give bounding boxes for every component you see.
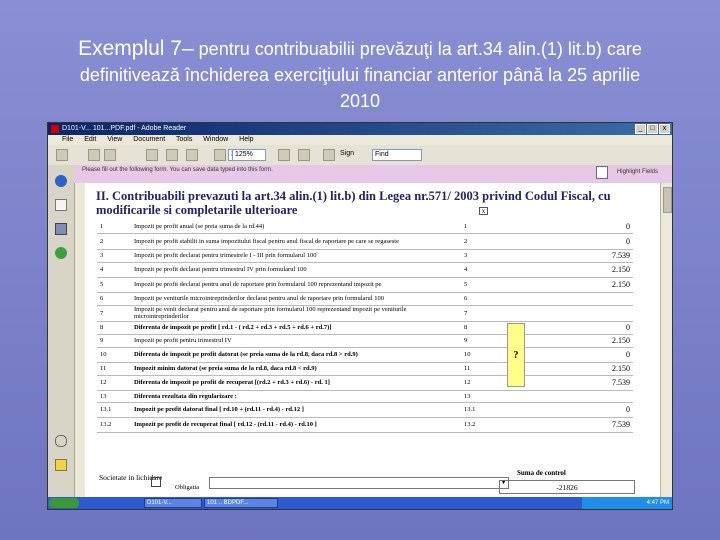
select-tool-icon[interactable] — [166, 149, 178, 161]
row-description: Diferenta de impozit pe profit de recuperat [(rd.2 + rd.3 + rd.6) - rd. 1] — [131, 375, 461, 390]
row-description: Impozit pe profit stabilit in suma impozitului fiscal pentru anul fiscal de raportare pe care se regaseste — [131, 233, 461, 249]
scrollbar-thumb[interactable] — [663, 187, 672, 213]
table-row — [97, 305, 633, 321]
form-table — [97, 220, 633, 433]
highlight-fields-button[interactable]: Highlight Fields — [616, 169, 658, 175]
row-description: Diferenta de impozit pe profit [ rd.1 - ( rd.2 + rd.3 + rd.5 + rd.6 + rd.7)] — [131, 321, 461, 334]
row-value-field[interactable]: 2.150 — [491, 262, 633, 277]
navigation-sidebar — [48, 165, 75, 497]
adobe-icon — [51, 125, 59, 133]
row-value-field[interactable]: 0 — [491, 402, 633, 417]
menu-tools[interactable]: Tools — [175, 136, 193, 143]
pages-icon[interactable] — [55, 199, 67, 211]
save-icon[interactable] — [56, 149, 68, 161]
row-code: 7 — [461, 305, 491, 321]
row-description: Impozit pe profit declarat pentru trimestrul IV prin formularul 100 — [131, 262, 461, 277]
toolbar — [48, 145, 672, 166]
row-code: 4 — [461, 262, 491, 277]
form-notification-bar — [74, 165, 672, 183]
row-code: 3 — [461, 249, 491, 262]
row-value-field[interactable]: 0 — [491, 233, 633, 249]
row-description: Impozit pe profit declarat pentru anul de raportare prin formularul 100 reprezentand impozit pe — [131, 277, 461, 292]
suma-control-label: Suma de control — [517, 469, 566, 477]
row-value-field[interactable]: 0 — [491, 321, 633, 334]
obligatia-select[interactable] — [209, 477, 509, 489]
table-row — [97, 321, 633, 334]
row-code: 13 — [461, 390, 491, 402]
adobe-reader-window — [47, 122, 673, 510]
row-code: 13.2 — [461, 417, 491, 432]
previous-page-icon[interactable] — [214, 149, 226, 161]
table-row — [97, 233, 633, 249]
hand-tool-icon[interactable] — [146, 149, 158, 161]
slide-title-line3: 2010 — [339, 91, 381, 111]
row-description: Impozit pe profit datorat final [ rd.10 + (rd.11 - rd.4) - rd.12 ] — [131, 402, 461, 417]
row-description: Impozit pe veniturile microintreprinderilor declarat pentru anul de raportare prin formularul 100 — [131, 292, 461, 305]
maximize-button[interactable]: □ — [647, 124, 658, 134]
signatures-icon[interactable] — [55, 223, 67, 235]
zoom-tool-icon[interactable] — [186, 149, 198, 161]
slide-title — [0, 36, 720, 114]
row-description: Diferenta de impozit pe profit datorat (se preia suma de la rd.8, daca rd.8 > rd.9) — [131, 347, 461, 362]
zoom-field[interactable]: 125% — [232, 149, 266, 161]
row-code: 1 — [461, 220, 491, 233]
row-number: 3 — [97, 249, 131, 262]
table-row — [97, 402, 633, 417]
minimize-button[interactable]: _ — [635, 124, 646, 134]
row-number: 11 — [97, 362, 131, 375]
window-title: D101-V... 101...PDF.pdf - Adobe Reader — [62, 125, 187, 132]
slide-title-rest: pentru contribuabilii prevăzuţi la art.34 alin.(1) lit.b) care — [198, 39, 642, 59]
suma-control-field[interactable]: -21826 — [499, 480, 635, 494]
table-row — [97, 347, 633, 362]
row-value-field[interactable]: 0 — [491, 347, 633, 362]
system-tray-clock: 4:47 PM — [582, 497, 672, 509]
help-icon[interactable] — [55, 247, 67, 259]
info-icon[interactable] — [55, 175, 67, 187]
menu-bar — [48, 135, 672, 145]
attachment-icon[interactable] — [55, 435, 67, 447]
row-number: 12 — [97, 375, 131, 390]
row-value-field[interactable]: 7.539 — [491, 375, 633, 390]
row-number: 8 — [97, 321, 131, 334]
sign-label[interactable]: Sign — [340, 150, 355, 157]
row-number: 13.2 — [97, 417, 131, 432]
row-number: 4 — [97, 262, 131, 277]
close-section-icon[interactable]: x — [479, 207, 488, 215]
row-code: 12 — [461, 375, 491, 390]
row-description: Impozit pe profit declarat pentru trimestrele I - III prin formularul 100 — [131, 249, 461, 262]
highlight-fields-icon[interactable] — [596, 166, 608, 179]
societate-checkbox[interactable] — [151, 477, 161, 487]
table-row — [97, 375, 633, 390]
row-value-field[interactable]: 0 — [491, 220, 633, 233]
taskbar-item-1[interactable]: D101-V... — [144, 498, 202, 508]
row-value-field[interactable]: 2.150 — [491, 277, 633, 292]
fit-page-icon[interactable] — [278, 149, 290, 161]
chevron-down-icon: ▼ — [500, 479, 507, 486]
table-row — [97, 390, 633, 402]
row-value-field[interactable] — [491, 292, 633, 305]
start-button[interactable] — [49, 498, 79, 508]
form-notification-text: Please fill out the following form. You can save data typed into this form. — [82, 167, 273, 173]
row-description: Diferenta rezultata din regularizare : — [131, 390, 461, 402]
menu-file[interactable]: File — [62, 136, 74, 143]
form-heading: II. Contribuabili prevazuti la art.34 alin.(1) lit.b) din Legea nr.571/ 2003 privind Codul Fiscal, cu modificarile si completarile ulterioare — [96, 189, 611, 217]
row-value-field[interactable] — [491, 390, 633, 402]
row-description: Impozit pe venit declarat pentru anul de raportare prin formularul 100 reprezentand impozit pe veniturile microintreprinderilor — [131, 305, 461, 321]
obligatia-label: Obligatia — [175, 484, 200, 491]
table-row — [97, 249, 633, 262]
slide-title-line2: definitivează închiderea exerciţiului financiar anterior până la 25 aprilie — [79, 65, 641, 85]
table-row — [97, 277, 633, 292]
taskbar — [48, 497, 672, 509]
table-row — [97, 334, 633, 347]
row-number: 5 — [97, 277, 131, 292]
row-code: 11 — [461, 362, 491, 375]
table-row — [97, 417, 633, 432]
comments-icon[interactable] — [55, 459, 67, 471]
row-number: 2 — [97, 233, 131, 249]
close-button[interactable]: x — [659, 124, 670, 134]
row-number: 7 — [97, 305, 131, 321]
table-row — [97, 292, 633, 305]
slide-title-main: Exemplul 7– — [78, 37, 194, 60]
row-code: 2 — [461, 233, 491, 249]
row-code: 9 — [461, 334, 491, 347]
row-code: 6 — [461, 292, 491, 305]
row-number: 6 — [97, 292, 131, 305]
find-input[interactable]: Find — [372, 149, 422, 161]
row-number: 13 — [97, 390, 131, 402]
row-value-field[interactable]: 2.150 — [491, 362, 633, 375]
row-code: 5 — [461, 277, 491, 292]
table-row — [97, 262, 633, 277]
row-value-field[interactable]: 2.150 — [491, 334, 633, 347]
row-value-field[interactable] — [491, 305, 633, 321]
row-description: Impozit minim datorat (se preia suma de la rd.8, daca rd.8 < rd.9) — [131, 362, 461, 375]
sign-icon[interactable] — [323, 149, 335, 161]
table-row — [97, 220, 633, 233]
menu-help[interactable]: Help — [239, 136, 254, 143]
table-row — [97, 362, 633, 375]
menu-window[interactable]: Window — [203, 136, 229, 143]
row-value-field[interactable]: 7.539 — [491, 249, 633, 262]
email-icon[interactable] — [104, 149, 116, 161]
menu-view[interactable]: View — [107, 136, 123, 143]
help-question-mark[interactable]: ? — [507, 323, 525, 387]
row-number: 9 — [97, 334, 131, 347]
vertical-scrollbar[interactable] — [660, 183, 673, 503]
window-titlebar[interactable] — [48, 123, 672, 135]
taskbar-item-2[interactable]: 101 .. BDPDF... — [204, 498, 278, 508]
fit-width-icon[interactable] — [298, 149, 310, 161]
row-number: 10 — [97, 347, 131, 362]
row-number: 13.1 — [97, 402, 131, 417]
row-description: Impozit pe profit anual (se preia suma de la rd.44) — [131, 220, 461, 233]
row-number: 1 — [97, 220, 131, 233]
row-description: Impozit pe profit pentru trimestrul IV — [131, 334, 461, 347]
print-icon[interactable] — [88, 149, 100, 161]
societate-label-text: Societate in lichidare — [99, 473, 163, 482]
row-code: 13.1 — [461, 402, 491, 417]
menu-edit[interactable]: Edit — [84, 136, 97, 143]
row-value-field[interactable]: 7.539 — [491, 417, 633, 432]
row-code: 8 — [461, 321, 491, 334]
row-description: Impozit pe profit de recuperat final [ rd.12 - (rd.11 - rd.4) - rd.10 ] — [131, 417, 461, 432]
menu-document[interactable]: Document — [133, 136, 166, 143]
pdf-page — [85, 183, 660, 503]
row-code: 10 — [461, 347, 491, 362]
